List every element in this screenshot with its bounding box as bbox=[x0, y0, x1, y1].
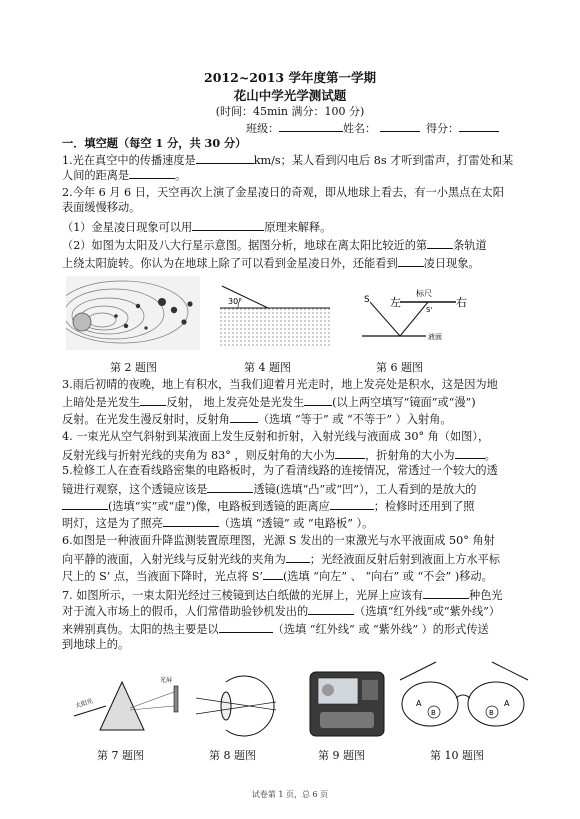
q2-text-d1: （2）如图为太阳及八大行星示意图。据图分析，地球在离太阳比较近的第 bbox=[62, 239, 428, 252]
liquid-region bbox=[220, 308, 330, 346]
q6-text-c2: (选填 “向左” 、 “向右” 或 “不会” )移动。 bbox=[282, 570, 493, 583]
right-label: 右 bbox=[456, 296, 467, 309]
money-detector-figure bbox=[304, 668, 390, 740]
refraction-figure bbox=[216, 280, 334, 346]
q2-blank3[interactable] bbox=[398, 255, 424, 267]
surface-label: 液面 bbox=[428, 333, 442, 341]
q3-text-c1: 反射。在光发生漫反射时，反射角 bbox=[62, 413, 230, 426]
q4-text-b2: ，折射角的大小为 bbox=[365, 449, 455, 462]
q7-text-b2: （选填“红外线”或“紫外线”） bbox=[354, 605, 501, 618]
figure-8-caption: 第 8 题图 bbox=[209, 749, 256, 762]
q5-line3 bbox=[62, 498, 532, 514]
q1-text-b: km/s；某人看到闪电后 8s 才听到雷声，打雷处和某 bbox=[253, 154, 514, 167]
q5-blank2[interactable] bbox=[62, 498, 108, 510]
q7-line4: 到地球上的。 bbox=[62, 638, 130, 651]
dispersed-ray-top bbox=[130, 692, 174, 708]
lens-left bbox=[402, 682, 458, 726]
q3-line2 bbox=[62, 394, 532, 410]
q5-blank1[interactable] bbox=[207, 481, 253, 493]
q6-blank2[interactable] bbox=[263, 568, 283, 580]
q3-text-b1: 上暗处是光发生 bbox=[62, 396, 141, 409]
q2-blank1[interactable] bbox=[192, 219, 264, 231]
q5-line2 bbox=[62, 481, 532, 497]
q7-text-a1: 7. 如图所示，一束太阳光经过三棱镜到达白纸做的光屏上，光屏上应该有 bbox=[62, 589, 424, 602]
image-b-left: B bbox=[431, 709, 436, 717]
prism-figure bbox=[70, 672, 186, 740]
detector-side-panel bbox=[362, 680, 378, 700]
q3-text-b2: 反射， 地上发亮处是光发生 bbox=[166, 396, 305, 409]
q1-blank1[interactable] bbox=[196, 152, 254, 164]
left-label: 左 bbox=[390, 296, 401, 309]
lens-a-left: A bbox=[416, 699, 422, 708]
q2-line2: 表面缓慢移动。 bbox=[62, 201, 141, 214]
q1-blank2[interactable] bbox=[129, 167, 175, 179]
eye-lens-shape bbox=[221, 692, 231, 720]
q5-text-c3: ；检修时还用到了照 bbox=[373, 500, 475, 513]
q7-line1 bbox=[62, 587, 532, 603]
eye-lens-figure bbox=[192, 672, 290, 740]
exam-meta: (时间：45min 满分：100 分) bbox=[215, 105, 365, 118]
q7-text-c: 来辨别真伪。太阳的热主要是以 bbox=[62, 623, 219, 636]
q4-blank2[interactable] bbox=[455, 447, 485, 459]
q1-line1 bbox=[62, 152, 532, 168]
screen-label: 光屏 bbox=[160, 677, 173, 684]
q3-blank2[interactable] bbox=[304, 394, 332, 406]
q5-text-b1: 镜进行观察，这个透镜应该是 bbox=[62, 483, 208, 496]
exam-title: 花山中学光学测试题 bbox=[233, 88, 347, 103]
reflected-point-label: S' bbox=[426, 306, 433, 314]
q5-blank3[interactable] bbox=[330, 498, 374, 510]
q1-text-d: 。 bbox=[175, 169, 187, 182]
q5-text-b2: 透镜(选填“凸”或“凹”），工人看到的是放大的 bbox=[253, 483, 477, 496]
q4-text-b3: 。 bbox=[484, 449, 496, 462]
q4-line2 bbox=[62, 447, 532, 463]
q6-blank1[interactable] bbox=[286, 551, 310, 563]
section-heading: 一．填空题（每空 1 分，共 30 分） bbox=[62, 136, 247, 150]
score-label: 得分： bbox=[426, 122, 459, 135]
page-footer: 试卷第 1 页，总 6 页 bbox=[251, 790, 329, 799]
q2-line3 bbox=[62, 219, 532, 235]
class-blank[interactable] bbox=[279, 120, 343, 132]
sunlight-label: 太阳光 bbox=[74, 697, 94, 710]
lens-a-right: A bbox=[504, 699, 510, 708]
q2-text-d2: 条轨道 bbox=[453, 239, 487, 252]
q5-line1: 5.检修工人在查看线路密集的电路板时，为了看清线路的连接情况，常透过一个较大的透 bbox=[62, 464, 498, 477]
q1-text-a: 1.光在真空中的传播速度是 bbox=[62, 154, 196, 167]
q3-line3 bbox=[62, 411, 532, 427]
q1-line2 bbox=[62, 167, 532, 183]
q3-text-c2: （选填 “等于” 或 “不等于” ）入射角。 bbox=[257, 413, 452, 426]
q7-line3 bbox=[62, 621, 532, 637]
q4-text-b1: 反射光线与折射光线的夹角为 83° ，则反射角的大小为 bbox=[62, 449, 336, 462]
q2-line1: 2.今年 6 月 6 日，天空再次上演了金星凌日的奇观，即从地球上看去，有一小黑点在太阳 bbox=[62, 186, 504, 199]
q2-line4 bbox=[62, 237, 532, 253]
q7-text-c2: （选填 “红外线” 或 “紫外线” ）的形式传送 bbox=[272, 623, 489, 636]
scale-label: 标尺 bbox=[416, 289, 432, 298]
lens-right bbox=[468, 682, 524, 726]
q3-line1: 3.雨后初晴的夜晚，地上有积水，当我们迎着月光走时，地上发亮处是积水，这是因为地 bbox=[62, 378, 498, 391]
prism-shape bbox=[100, 682, 144, 730]
figure-4-caption: 第 4 题图 bbox=[244, 361, 291, 374]
glasses-figure bbox=[396, 658, 532, 738]
glasses-arm-right bbox=[492, 662, 528, 680]
q5-text-d2: （选填 “透镜” 或 “电路板” ）。 bbox=[218, 517, 374, 530]
q6-text-b2: ；光经液面反射后射到液面上方水平标 bbox=[309, 553, 500, 566]
name-label: 姓名： bbox=[343, 122, 376, 135]
q6-text-c1: 尺上的 S’ 点，当液面下降时，光点将 S’ bbox=[62, 570, 263, 583]
q2-text-c2: 原理来解释。 bbox=[264, 221, 332, 234]
glasses-arm-left bbox=[400, 662, 436, 680]
figure-2-caption: 第 2 题图 bbox=[110, 361, 157, 374]
q7-blank2[interactable] bbox=[308, 603, 354, 615]
q2-text-c1: （1）金星凌日现象可以用 bbox=[62, 221, 193, 234]
figure-background bbox=[66, 276, 200, 350]
angle-label: 30° bbox=[228, 297, 243, 306]
sun-shape bbox=[73, 313, 91, 331]
light-source-label: S bbox=[364, 295, 370, 305]
image-b-right: B bbox=[489, 709, 494, 717]
q5-text-c2: (选填“实”或“虚”)像，电路板到透镜的距离应 bbox=[108, 500, 330, 513]
q3-text-b3: (以上两空填写“镜面”或“漫”) bbox=[332, 396, 476, 409]
q6-line2 bbox=[62, 551, 532, 567]
q5-line4 bbox=[62, 515, 532, 531]
exam-term-title: 2012~2013 学年度第一学期 bbox=[204, 70, 376, 85]
q4-line1: 4. 一束光从空气斜射到某液面上发生反射和折射，入射光线与液面成 30° 角（如图）， bbox=[62, 430, 490, 443]
portrait-icon bbox=[322, 684, 334, 696]
q7-blank3[interactable] bbox=[219, 621, 273, 633]
q6-text-b1: 向平静的液面，入射光线与反射光线的夹角为 bbox=[62, 553, 286, 566]
detector-slot bbox=[320, 712, 374, 728]
q2-line5 bbox=[62, 255, 532, 271]
glasses-bridge bbox=[456, 695, 470, 698]
q7-text-a2: 种色光 bbox=[469, 589, 503, 602]
figure-10-caption: 第 10 题图 bbox=[430, 749, 484, 762]
figure-6-caption: 第 6 题图 bbox=[376, 361, 423, 374]
q3-blank3[interactable] bbox=[230, 411, 258, 423]
q6-line3 bbox=[62, 568, 532, 584]
figure-7-caption: 第 7 题图 bbox=[97, 749, 144, 762]
q3-blank1[interactable] bbox=[140, 394, 166, 406]
reflected-laser bbox=[400, 302, 428, 336]
q7-line2 bbox=[62, 603, 532, 619]
liquid-level-monitor-figure bbox=[356, 280, 474, 346]
q2-blank2[interactable] bbox=[427, 237, 453, 249]
class-label: 班级： bbox=[246, 122, 279, 135]
figure-9-caption: 第 9 题图 bbox=[318, 749, 365, 762]
q2-text-e2: 凌日现象。 bbox=[423, 257, 480, 270]
student-info-row bbox=[246, 120, 499, 136]
q5-text-d1: 明灯，这是为了照亮 bbox=[62, 517, 163, 530]
dispersed-ray-bottom bbox=[130, 706, 174, 710]
light-screen bbox=[174, 686, 178, 712]
q6-line1: 6.如图是一种液面升降监测装置原理图，光源 S 发出的一束激光与水平液面成 50° 角射 bbox=[62, 534, 495, 547]
score-blank[interactable] bbox=[459, 120, 499, 132]
q5-blank4[interactable] bbox=[163, 515, 219, 527]
q2-text-e1: 上绕太阳旋转。你认为在地球上除了可以看到金星凌日外，还能看到 bbox=[62, 257, 398, 270]
q7-text-b1: 对于流入市场上的假币，人们常借助验钞机发出的 bbox=[62, 605, 309, 618]
q4-blank1[interactable] bbox=[335, 447, 365, 459]
solar-system-figure bbox=[66, 276, 200, 350]
q1-text-c: 人间的距离是 bbox=[62, 169, 130, 182]
q7-blank1[interactable] bbox=[423, 587, 469, 599]
name-blank[interactable] bbox=[380, 120, 420, 132]
